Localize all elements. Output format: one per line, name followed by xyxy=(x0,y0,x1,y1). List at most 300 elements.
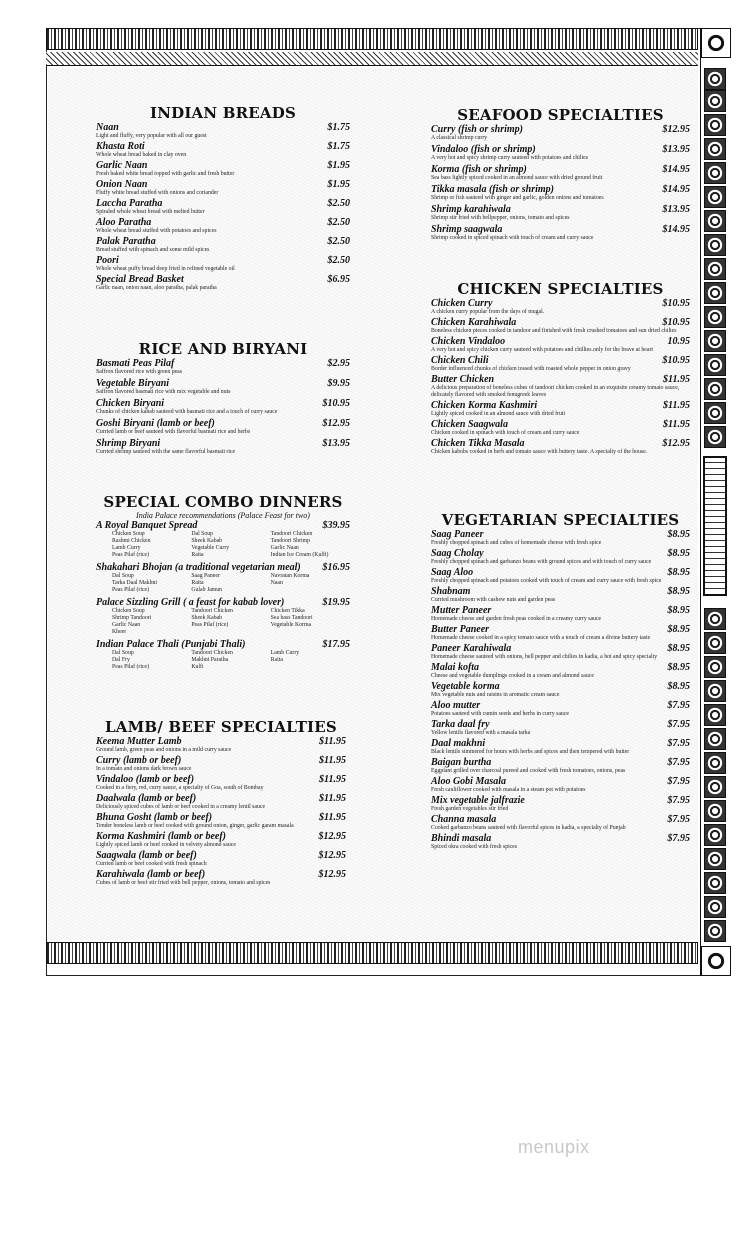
ornament-tile xyxy=(704,114,726,136)
corner-ornament xyxy=(701,946,731,976)
item-price: $1.95 xyxy=(327,179,350,190)
menu-item-row xyxy=(96,274,350,285)
combo-dish xyxy=(191,629,270,636)
menu-item-row xyxy=(431,776,690,787)
item-name: Mix vegetable jalfrazie xyxy=(431,795,525,806)
item-name: Chicken Curry xyxy=(431,298,493,309)
item-price: $12.95 xyxy=(662,124,690,135)
item-description: Border influenced chunks of chicken tossed with roasted whole pepper in onion gravy xyxy=(431,366,631,372)
combo-dish: Raita xyxy=(270,657,283,663)
menu-item-row xyxy=(431,605,690,616)
item-price: $1.75 xyxy=(327,141,350,152)
ornament-tile xyxy=(704,752,726,774)
item-description: Homemade cheese and garden fresh peas cooked in a creamy curry sauce xyxy=(431,616,602,622)
combo-dish: Peas Pilaf (rice) xyxy=(112,664,150,670)
item-price: $8.95 xyxy=(667,643,690,654)
item-description: Yellow lentils flavored with a masala tarka xyxy=(431,730,531,736)
combo-dish: Rashmi Chicken xyxy=(112,538,151,544)
item-price: $12.95 xyxy=(662,438,690,449)
item-name: Saag Cholay xyxy=(431,548,484,559)
item-description: Fluffy white bread stuffed with onions and coriander xyxy=(96,190,219,196)
item-price: $8.95 xyxy=(667,624,690,635)
menu-item xyxy=(431,374,690,399)
item-price: $11.95 xyxy=(319,793,346,804)
item-description: Shrimp or fish sauteed with ginger and garlic, golden onions and tomatoes xyxy=(431,195,604,201)
menu-item-row xyxy=(431,586,690,597)
item-price: $11.95 xyxy=(319,774,346,785)
item-name: Keema Mutter Lamb xyxy=(96,736,182,747)
combo-name: A Royal Banquet Spread xyxy=(96,520,198,531)
menu-item xyxy=(431,567,690,585)
combo-dish xyxy=(271,587,350,594)
combo-dish: Vegetable Korma xyxy=(270,622,312,628)
item-description: Boneless chicken pieces cooked in tandoor and finished with fresh crushed tomatoes and sun dried chilies xyxy=(431,328,677,334)
item-price: $8.95 xyxy=(667,548,690,559)
combo-dish: Dal Soup xyxy=(191,531,214,537)
menu-item xyxy=(96,418,350,436)
menu-item xyxy=(431,184,690,202)
item-name: Khasta Roti xyxy=(96,141,145,152)
menu-item xyxy=(96,358,350,376)
item-name: Shrimp karahiwala xyxy=(431,204,511,215)
menu-item xyxy=(431,662,690,680)
combo-dish: Dal Soup xyxy=(112,573,134,579)
item-description: Mix vegetable nuts and raisins in aromatic cream sauce xyxy=(431,692,560,698)
item-price: $8.95 xyxy=(667,529,690,540)
menu-item-row xyxy=(96,378,350,389)
menu-item-row xyxy=(431,204,690,215)
combo-price: $16.95 xyxy=(322,562,350,573)
ornament-tile xyxy=(704,848,726,870)
section-title: LAMB/ BEEF SPECIALTIES xyxy=(105,718,337,736)
item-name: Goshi Biryani (lamb or beef) xyxy=(96,418,215,429)
item-name: Special Bread Basket xyxy=(96,274,184,285)
item-description: A classical shrimp curry xyxy=(431,135,488,141)
item-price: $7.95 xyxy=(667,757,690,768)
item-description: Fresh baked white bread topped with garlic and fresh butter xyxy=(96,171,235,177)
menu-item-row xyxy=(431,738,690,749)
combo-dish: Kulfi xyxy=(191,664,204,670)
menu-item xyxy=(431,814,690,832)
item-description: Shrimp cooked in spiced spinach with touch of cream and curry sauce xyxy=(431,235,594,241)
menu-item xyxy=(431,738,690,756)
combo-dish: Chicken Soup xyxy=(112,531,145,537)
item-description: Freshly chopped spinach and garbanzo beans with ground spices and with touch of curry sauce xyxy=(431,559,652,565)
menu-item xyxy=(96,793,346,811)
item-name: Aloo Paratha xyxy=(96,217,152,228)
menu-item-row xyxy=(431,700,690,711)
item-price: $1.75 xyxy=(327,122,350,133)
menu-item-row xyxy=(96,358,350,369)
menu-item xyxy=(431,643,690,661)
item-name: Vegetable korma xyxy=(431,681,500,692)
menu-item xyxy=(96,160,350,178)
menu-item xyxy=(431,624,690,642)
menu-item-row xyxy=(96,198,350,209)
menu-item-row xyxy=(431,438,690,449)
ornament-tile xyxy=(704,90,726,112)
ornament-tile xyxy=(704,824,726,846)
menu-item xyxy=(96,141,350,159)
item-price: $14.95 xyxy=(662,164,690,175)
ornament-tile xyxy=(704,920,726,942)
menu-item-row xyxy=(431,124,690,135)
item-name: Onion Naan xyxy=(96,179,148,190)
menu-item-row xyxy=(431,757,690,768)
menu-item xyxy=(431,124,690,142)
item-name: Shrimp saagwala xyxy=(431,224,503,235)
item-name: Chicken Chili xyxy=(431,355,489,366)
combo-item xyxy=(96,562,350,594)
ornament-tile xyxy=(704,402,726,424)
combo-dish: Kheer xyxy=(112,629,127,635)
combo-dish: Chicken Tikka xyxy=(270,608,305,614)
menu-item-row xyxy=(96,141,350,152)
item-description: Lightly spiced lamb or beef cooked in velvety almond sauce xyxy=(96,842,236,848)
combo-contents xyxy=(96,650,350,671)
combo-price: $17.95 xyxy=(322,639,350,650)
item-description: Bread stuffed with spinach and some mild spices xyxy=(96,247,210,253)
menu-item-row xyxy=(431,643,690,654)
menu-item xyxy=(431,548,690,566)
section-subtitle: India Palace recommendations (Palace Feast for two) xyxy=(136,511,310,520)
item-name: Shrimp Biryani xyxy=(96,438,161,449)
item-description: Freshly chopped spinach and cubes of homemade cheese with fresh spice xyxy=(431,540,602,546)
item-name: Vegetable Biryani xyxy=(96,378,170,389)
item-description: Freshly chopped spinach and potatoes cooked with touch of cream and curry sauce with fresh spice xyxy=(431,578,662,584)
combo-contents xyxy=(96,608,350,636)
item-price: $9.95 xyxy=(327,378,350,389)
menu-item xyxy=(431,224,690,242)
item-name: Tikka masala (fish or shrimp) xyxy=(431,184,554,195)
item-price: $10.95 xyxy=(662,298,690,309)
item-price: $2.50 xyxy=(327,255,350,266)
menu-item xyxy=(96,812,346,830)
combo-item xyxy=(96,520,350,559)
item-price: $6.95 xyxy=(327,274,350,285)
combo-dish: Lamb Curry xyxy=(270,650,300,656)
ornament-tile xyxy=(704,306,726,328)
ornament-tile xyxy=(704,776,726,798)
combo-dish: Shrimp Tandoori xyxy=(112,615,152,621)
combo-dish: Vegetable Curry xyxy=(191,545,230,551)
menu-item xyxy=(96,398,350,416)
ornament-tile xyxy=(704,728,726,750)
combo-dish: Saag Paneer xyxy=(191,573,220,579)
combo-item-row xyxy=(96,520,350,531)
item-name: Bhuna Gosht (lamb or beef) xyxy=(96,812,213,823)
combo-item xyxy=(96,597,350,636)
menu-item-row xyxy=(96,438,350,449)
menu-item xyxy=(431,700,690,718)
menu-item xyxy=(431,776,690,794)
combo-dish: Navratan Korma xyxy=(270,573,310,579)
item-list xyxy=(431,298,690,456)
menu-item xyxy=(96,274,350,292)
item-price: $8.95 xyxy=(667,681,690,692)
menu-item xyxy=(431,529,690,547)
ornament-tile xyxy=(704,186,726,208)
combo-item xyxy=(96,639,350,671)
ornament-tile xyxy=(704,872,726,894)
item-price: $11.95 xyxy=(663,419,690,430)
item-description: Black lentils simmered for hours with herbs and spices and then tempered with butter xyxy=(431,749,630,755)
menu-item-row xyxy=(431,164,690,175)
item-name: Daal makhni xyxy=(431,738,486,749)
item-description: Whole wheat bread baked in clay oven xyxy=(96,152,187,158)
item-price: $8.95 xyxy=(667,567,690,578)
item-description: Whole wheat bread stuffed with potatoes and spices xyxy=(96,228,217,234)
combo-dish: Raita xyxy=(191,552,204,558)
menu-item-row xyxy=(96,869,346,880)
item-price: $10.95 xyxy=(662,317,690,328)
section-title: VEGETARIAN SPECIALTIES xyxy=(441,511,680,529)
menu-item-row xyxy=(96,160,350,171)
item-price: 10.95 xyxy=(667,336,690,347)
item-name: Vindaloo (fish or shrimp) xyxy=(431,144,536,155)
ornament-tile xyxy=(704,162,726,184)
item-name: Paneer Karahiwala xyxy=(431,643,512,654)
item-price: $2.50 xyxy=(327,198,350,209)
ornament-tile xyxy=(704,210,726,232)
item-description: Eggplant grilled over charcoal pureed and cooked with fresh tomatoes, onions, peas xyxy=(431,768,626,774)
menu-item xyxy=(431,605,690,623)
combo-dish xyxy=(271,664,350,671)
item-price: $7.95 xyxy=(667,833,690,844)
menu-item xyxy=(431,719,690,737)
item-price: $13.95 xyxy=(662,204,690,215)
combo-dish: Garlic Naan xyxy=(270,545,299,551)
item-name: Karahiwala (lamb or beef) xyxy=(96,869,206,880)
menu-item-row xyxy=(96,831,346,842)
item-price: $12.95 xyxy=(318,850,346,861)
item-price: $1.95 xyxy=(327,160,350,171)
item-name: Korma Kashmiri (lamb or beef) xyxy=(96,831,227,842)
item-name: Laccha Paratha xyxy=(96,198,163,209)
item-price: $12.95 xyxy=(322,418,350,429)
ornament-tile xyxy=(704,608,726,630)
section-title: INDIAN BREADS xyxy=(150,104,296,122)
item-name: Curry (lamb or beef) xyxy=(96,755,182,766)
combo-contents xyxy=(96,573,350,594)
menu-item-row xyxy=(431,336,690,347)
menu-item-row xyxy=(96,736,346,747)
ornament-tile xyxy=(704,426,726,448)
side-border xyxy=(700,28,730,976)
item-description: Potatoes sauteed with cumin seeds and herbs in curry sauce xyxy=(431,711,569,717)
combo-dish: Peas Pilaf (rice) xyxy=(112,587,150,593)
menu-item-row xyxy=(96,236,350,247)
menu-item-row xyxy=(96,755,346,766)
ornament-tile xyxy=(704,378,726,400)
item-name: Tarka daal fry xyxy=(431,719,490,730)
item-list xyxy=(96,358,350,456)
item-name: Butter Paneer xyxy=(431,624,490,635)
item-price: $8.95 xyxy=(667,605,690,616)
menu-item-row xyxy=(431,681,690,692)
section-lamb-beef xyxy=(96,718,346,888)
item-description: Spiced okra cooked with fresh spices xyxy=(431,844,518,850)
item-price: $7.95 xyxy=(667,738,690,749)
item-price: $10.95 xyxy=(662,355,690,366)
item-name: Chicken Karahiwala xyxy=(431,317,517,328)
item-description: Cooked in a fiery, red, curry sauce, a specialty of Goa, south of Bombay xyxy=(96,785,264,791)
menu-item xyxy=(431,833,690,851)
item-list xyxy=(96,736,346,887)
combo-dish: Sea bass Tandoori xyxy=(270,615,313,621)
menu-item-row xyxy=(96,122,350,133)
item-description: Garlic naan, onion naan, aloo paratha, palak paratha xyxy=(96,285,217,291)
ornament-tile xyxy=(704,896,726,918)
item-price: $11.95 xyxy=(319,736,346,747)
combo-dish: Indian Ice Cream (Kulfi) xyxy=(270,552,329,558)
item-description: Saffron flavored rice with green peas xyxy=(96,369,183,375)
combo-dish: Sheek Kabab xyxy=(191,615,223,621)
ornament-tile xyxy=(704,656,726,678)
menu-item-row xyxy=(96,418,350,429)
corner-ornament xyxy=(701,28,731,58)
ornament-tile xyxy=(704,258,726,280)
menu-item-row xyxy=(96,812,346,823)
item-price: $7.95 xyxy=(667,795,690,806)
ornament-panel xyxy=(703,456,727,596)
combo-dish: Tarka Daal Makhni xyxy=(112,580,157,586)
item-description: A delicious preparation of boneless cubes of tandoori chicken cooked in an exquisite creamy tomato sauce, delicately flavored with smoked fenugreek leaves xyxy=(431,385,680,398)
menu-item xyxy=(431,681,690,699)
menu-item-row xyxy=(96,255,350,266)
item-price: $10.95 xyxy=(322,398,350,409)
menu-item-row xyxy=(431,184,690,195)
menu-item xyxy=(431,164,690,182)
combo-name: Indian Palace Thali (Punjabi Thali) xyxy=(96,639,246,650)
menu-item-row xyxy=(431,814,690,825)
section-combo-dinners xyxy=(96,493,350,674)
item-name: Chicken Korma Kashmiri xyxy=(431,400,538,411)
combo-item-row xyxy=(96,639,350,650)
item-description: Sea bass lightly spiced cooked in an almond sauce with dried ground fruit xyxy=(431,175,603,181)
top-border-band xyxy=(46,28,698,50)
section-seafood xyxy=(431,106,690,244)
section-vegetarian xyxy=(431,511,690,852)
item-name: Poori xyxy=(96,255,119,266)
item-price: $7.95 xyxy=(667,719,690,730)
item-name: Daalwala (lamb or beef) xyxy=(96,793,197,804)
section-title: SEAFOOD SPECIALTIES xyxy=(457,106,664,124)
combo-dish: Dal Fry xyxy=(112,657,130,663)
combo-dish: Raita xyxy=(191,580,204,586)
item-name: Chicken Biryani xyxy=(96,398,165,409)
item-name: Chicken Tikka Masala xyxy=(431,438,525,449)
item-price: $11.95 xyxy=(663,400,690,411)
menu-item xyxy=(431,419,690,437)
menu-item-row xyxy=(431,400,690,411)
item-description: Homemade cheese sauteed with onions, bell pepper and chilies in kadia, a hot and spicy specialty xyxy=(431,654,658,660)
combo-dish: Tandoori Chicken xyxy=(191,650,233,656)
menu-item-row xyxy=(96,850,346,861)
menu-item-row xyxy=(431,298,690,309)
item-list xyxy=(431,124,690,242)
item-description: Curried lamb or beef cooked with fresh spinach xyxy=(96,861,207,867)
item-description: Cheese and vegetable dumplings cooked in a cream and almond sauce xyxy=(431,673,594,679)
combo-list xyxy=(96,520,350,671)
top-border-pattern xyxy=(46,52,698,66)
menu-item-row xyxy=(431,144,690,155)
item-name: Naan xyxy=(96,122,119,133)
menu-item xyxy=(96,179,350,197)
combo-dish: Peas Pilaf (rice) xyxy=(112,552,150,558)
combo-price: $19.95 xyxy=(322,597,350,608)
item-name: Bhindi masala xyxy=(431,833,492,844)
item-list xyxy=(96,122,350,292)
menu-item xyxy=(96,438,350,456)
menu-item xyxy=(96,755,346,773)
ornament-tile xyxy=(704,704,726,726)
combo-price: $39.95 xyxy=(322,520,350,531)
section-title: RICE AND BIRYANI xyxy=(138,340,308,358)
item-description: Lightly spiced cooked in an almond sauce with dried fruit xyxy=(431,411,566,417)
section-title: CHICKEN SPECIALTIES xyxy=(457,280,664,298)
item-description: Curried mushroom with cashew nuts and garden peas xyxy=(431,597,556,603)
menu-item xyxy=(96,869,346,887)
item-name: Palak Paratha xyxy=(96,236,156,247)
menu-item-row xyxy=(431,224,690,235)
combo-dish xyxy=(271,629,350,636)
menu-item xyxy=(431,355,690,373)
item-name: Vindaloo (lamb or beef) xyxy=(96,774,195,785)
ornament-tile xyxy=(704,282,726,304)
item-description: Shrimp stir fried with bellpepper, onions, tomato and spices xyxy=(431,215,570,221)
item-price: $2.50 xyxy=(327,217,350,228)
menu-item xyxy=(431,757,690,775)
combo-item-row xyxy=(96,597,350,608)
menu-item xyxy=(96,850,346,868)
menu-item-row xyxy=(431,374,690,385)
item-price: $7.95 xyxy=(667,814,690,825)
ornament-tile xyxy=(704,330,726,352)
combo-item-row xyxy=(96,562,350,573)
ornament-tile xyxy=(704,632,726,654)
ornament-tile xyxy=(704,800,726,822)
menu-item xyxy=(96,774,346,792)
item-price: $8.95 xyxy=(667,662,690,673)
combo-dish: Chicken Soup xyxy=(112,608,145,614)
menu-item-row xyxy=(431,355,690,366)
item-price: $14.95 xyxy=(662,224,690,235)
item-name: Shabnam xyxy=(431,586,471,597)
item-description: A very hot and spicy shrimp curry sauteed with potatoes and chilies xyxy=(431,155,588,161)
item-name: Saag Aloo xyxy=(431,567,474,578)
item-name: Garlic Naan xyxy=(96,160,148,171)
item-description: Saffron flavored basmati rice with mix vegetable and nuts xyxy=(96,389,231,395)
item-description: Homemade cheese cooked in a spicy tomato sauce with a touch of cream a divine buttery taste xyxy=(431,635,651,641)
menu-item-row xyxy=(96,217,350,228)
menu-item xyxy=(431,586,690,604)
item-description: Tender boneless lamb or beef cooked with ground onion, ginger, garlic garam masala xyxy=(96,823,294,829)
menu-item xyxy=(431,400,690,418)
bottom-border-band xyxy=(46,942,698,964)
menu-item xyxy=(96,217,350,235)
item-description: Fresh cauliflower cooked with masala in a steam pot with potatoes xyxy=(431,787,586,793)
menu-item-row xyxy=(431,662,690,673)
item-price: $7.95 xyxy=(667,700,690,711)
item-description: Whole wheat puffy bread deep fried in refined vegetable oil xyxy=(96,266,235,272)
item-name: Butter Chicken xyxy=(431,374,495,385)
combo-dish: Tandoori Shrimp xyxy=(270,538,311,544)
item-description: Curried lamb or beef sauteed with flavorful basmati rice and herbs xyxy=(96,429,251,435)
menu-item-row xyxy=(431,548,690,559)
menu-item xyxy=(96,122,350,140)
ornament-tile xyxy=(704,680,726,702)
